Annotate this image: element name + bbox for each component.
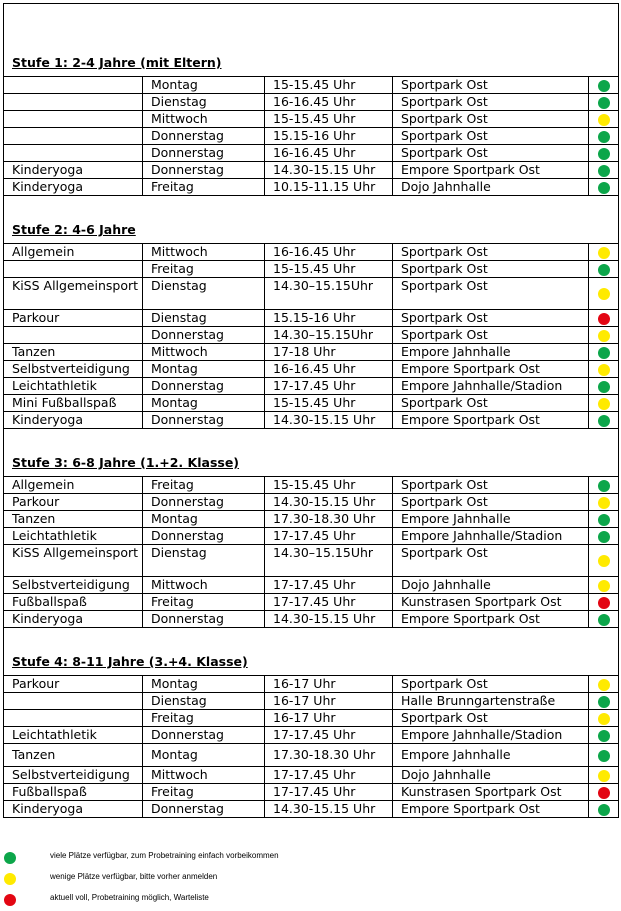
status-dot-icon — [598, 97, 610, 109]
place-cell: Empore Sportpark Ost — [393, 412, 589, 429]
status-cell — [589, 361, 619, 378]
status-cell — [589, 710, 619, 727]
table-row — [4, 477, 619, 494]
activity-cell: Kinderyoga — [4, 801, 143, 818]
day-cell: Donnerstag — [143, 528, 265, 545]
time-cell: 17-17.45 Uhr — [265, 727, 393, 744]
table-row — [4, 727, 619, 744]
status-dot-icon — [598, 787, 610, 799]
time-cell: 17.30-18.30 Uhr — [265, 511, 393, 528]
time-cell: 15-15.45 Uhr — [265, 77, 393, 94]
day-cell: Donnerstag — [143, 327, 265, 344]
legend-text: aktuell voll, Probetraining möglich, Warteliste — [50, 893, 209, 902]
schedule-sheet — [3, 3, 618, 818]
table-row — [4, 361, 619, 378]
activity-cell: Selbstverteidigung — [4, 577, 143, 594]
activity-cell: KiSS Allgemeinsport — [4, 545, 143, 577]
status-cell — [589, 395, 619, 412]
place-cell: Sportpark Ost — [393, 310, 589, 327]
day-cell: Dienstag — [143, 310, 265, 327]
day-cell: Montag — [143, 744, 265, 767]
place-cell: Empore Jahnhalle — [393, 511, 589, 528]
status-dot-icon — [598, 770, 610, 782]
table-row — [4, 545, 619, 577]
time-cell: 15.15-16 Uhr — [265, 128, 393, 145]
table-row — [4, 801, 619, 818]
table-row — [4, 145, 619, 162]
time-cell: 15-15.45 Uhr — [265, 395, 393, 412]
table-row — [4, 412, 619, 429]
place-cell: Empore Jahnhalle — [393, 344, 589, 361]
legend-dot-icon — [4, 894, 16, 906]
status-cell — [589, 179, 619, 196]
activity-cell: Tanzen — [4, 344, 143, 361]
activity-cell — [4, 128, 143, 145]
status-legend — [0, 848, 621, 911]
place-cell: Dojo Jahnhalle — [393, 577, 589, 594]
status-dot-icon — [598, 750, 610, 762]
status-dot-icon — [598, 247, 610, 259]
section-title: Stufe 3: 6-8 Jahre (1.+2. Klasse) — [4, 429, 619, 477]
legend-item — [0, 848, 621, 869]
status-cell — [589, 784, 619, 801]
activity-cell: Allgemein — [4, 244, 143, 261]
day-cell: Mittwoch — [143, 244, 265, 261]
place-cell: Sportpark Ost — [393, 111, 589, 128]
status-cell — [589, 545, 619, 577]
place-cell: Empore Jahnhalle/Stadion — [393, 378, 589, 395]
day-cell: Freitag — [143, 710, 265, 727]
day-cell: Donnerstag — [143, 727, 265, 744]
activity-cell: Parkour — [4, 310, 143, 327]
table-row — [4, 511, 619, 528]
activity-cell: Leichtathletik — [4, 378, 143, 395]
time-cell: 17-17.45 Uhr — [265, 378, 393, 395]
place-cell: Sportpark Ost — [393, 244, 589, 261]
status-cell — [589, 378, 619, 395]
activity-cell: Kinderyoga — [4, 179, 143, 196]
status-dot-icon — [598, 330, 610, 342]
status-dot-icon — [598, 288, 610, 300]
time-cell: 15-15.45 Uhr — [265, 261, 393, 278]
schedule-table — [3, 3, 619, 818]
status-dot-icon — [598, 555, 610, 567]
activity-cell: Leichtathletik — [4, 727, 143, 744]
place-cell: Sportpark Ost — [393, 77, 589, 94]
status-dot-icon — [598, 597, 610, 609]
table-row — [4, 261, 619, 278]
table-row — [4, 244, 619, 261]
status-cell — [589, 767, 619, 784]
place-cell: Sportpark Ost — [393, 94, 589, 111]
time-cell: 14.30–15.15Uhr — [265, 327, 393, 344]
time-cell: 16-17 Uhr — [265, 710, 393, 727]
day-cell: Donnerstag — [143, 162, 265, 179]
day-cell: Montag — [143, 511, 265, 528]
time-cell: 17-17.45 Uhr — [265, 767, 393, 784]
status-dot-icon — [598, 696, 610, 708]
table-row — [4, 77, 619, 94]
activity-cell — [4, 327, 143, 344]
status-cell — [589, 327, 619, 344]
time-cell: 15.15-16 Uhr — [265, 310, 393, 327]
activity-cell: Mini Fußballspaß — [4, 395, 143, 412]
day-cell: Donnerstag — [143, 611, 265, 628]
activity-cell — [4, 111, 143, 128]
status-cell — [589, 244, 619, 261]
activity-cell: Leichtathletik — [4, 528, 143, 545]
place-cell: Sportpark Ost — [393, 327, 589, 344]
status-cell — [589, 261, 619, 278]
activity-cell: Kinderyoga — [4, 412, 143, 429]
table-row — [4, 767, 619, 784]
table-row — [4, 710, 619, 727]
time-cell: 16-16.45 Uhr — [265, 94, 393, 111]
place-cell: Sportpark Ost — [393, 710, 589, 727]
activity-cell — [4, 145, 143, 162]
legend-item — [0, 869, 621, 890]
day-cell: Dienstag — [143, 94, 265, 111]
legend-dot-icon — [4, 852, 16, 864]
place-cell: Empore Jahnhalle — [393, 744, 589, 767]
status-cell — [589, 162, 619, 179]
table-row — [4, 94, 619, 111]
activity-cell: Fußballspaß — [4, 594, 143, 611]
legend-text: viele Plätze verfügbar, zum Probetraining einfach vorbeikommen — [50, 851, 279, 860]
activity-cell — [4, 693, 143, 710]
status-dot-icon — [598, 264, 610, 276]
table-row — [4, 528, 619, 545]
section-header-row — [4, 429, 619, 477]
place-cell: Empore Sportpark Ost — [393, 801, 589, 818]
time-cell: 17-17.45 Uhr — [265, 528, 393, 545]
status-dot-icon — [598, 182, 610, 194]
day-cell: Montag — [143, 395, 265, 412]
activity-cell: Fußballspaß — [4, 784, 143, 801]
status-dot-icon — [598, 580, 610, 592]
status-dot-icon — [598, 148, 610, 160]
table-row — [4, 594, 619, 611]
status-dot-icon — [598, 398, 610, 410]
table-row — [4, 128, 619, 145]
time-cell: 14.30-15.15 Uhr — [265, 611, 393, 628]
day-cell: Montag — [143, 361, 265, 378]
time-cell: 14.30-15.15 Uhr — [265, 494, 393, 511]
table-row — [4, 278, 619, 310]
status-cell — [589, 577, 619, 594]
status-cell — [589, 477, 619, 494]
section-title: Stufe 2: 4-6 Jahre — [4, 196, 619, 244]
status-dot-icon — [598, 415, 610, 427]
activity-cell: Parkour — [4, 676, 143, 693]
place-cell: Sportpark Ost — [393, 261, 589, 278]
place-cell: Sportpark Ost — [393, 545, 589, 577]
status-cell — [589, 494, 619, 511]
time-cell: 14.30-15.15 Uhr — [265, 412, 393, 429]
status-dot-icon — [598, 347, 610, 359]
table-row — [4, 378, 619, 395]
time-cell: 17-17.45 Uhr — [265, 594, 393, 611]
status-cell — [589, 528, 619, 545]
time-cell: 15-15.45 Uhr — [265, 111, 393, 128]
section-title: Stufe 1: 2-4 Jahre (mit Eltern) — [4, 4, 619, 77]
table-row — [4, 111, 619, 128]
day-cell: Donnerstag — [143, 412, 265, 429]
table-row — [4, 676, 619, 693]
section-header-row — [4, 196, 619, 244]
place-cell: Empore Sportpark Ost — [393, 611, 589, 628]
activity-cell — [4, 710, 143, 727]
status-cell — [589, 801, 619, 818]
legend-item — [0, 890, 621, 911]
table-row — [4, 327, 619, 344]
time-cell: 17-17.45 Uhr — [265, 784, 393, 801]
table-row — [4, 494, 619, 511]
activity-cell: Selbstverteidigung — [4, 767, 143, 784]
status-cell — [589, 278, 619, 310]
time-cell: 14.30–15.15Uhr — [265, 278, 393, 310]
time-cell: 16-16.45 Uhr — [265, 361, 393, 378]
place-cell: Sportpark Ost — [393, 395, 589, 412]
day-cell: Donnerstag — [143, 128, 265, 145]
status-cell — [589, 77, 619, 94]
time-cell: 14.30-15.15 Uhr — [265, 162, 393, 179]
time-cell: 10.15-11.15 Uhr — [265, 179, 393, 196]
activity-cell — [4, 77, 143, 94]
activity-cell: KiSS Allgemeinsport — [4, 278, 143, 310]
status-dot-icon — [598, 514, 610, 526]
day-cell: Dienstag — [143, 278, 265, 310]
day-cell: Freitag — [143, 261, 265, 278]
day-cell: Donnerstag — [143, 145, 265, 162]
activity-cell: Selbstverteidigung — [4, 361, 143, 378]
day-cell: Montag — [143, 676, 265, 693]
status-dot-icon — [598, 679, 610, 691]
activity-cell: Kinderyoga — [4, 162, 143, 179]
day-cell: Mittwoch — [143, 111, 265, 128]
table-row — [4, 344, 619, 361]
status-dot-icon — [598, 80, 610, 92]
status-dot-icon — [598, 531, 610, 543]
table-row — [4, 310, 619, 327]
status-dot-icon — [598, 804, 610, 816]
table-row — [4, 784, 619, 801]
status-cell — [589, 611, 619, 628]
status-cell — [589, 676, 619, 693]
time-cell: 17.30-18.30 Uhr — [265, 744, 393, 767]
day-cell: Dienstag — [143, 693, 265, 710]
table-row — [4, 577, 619, 594]
section-header-row — [4, 4, 619, 77]
status-cell — [589, 594, 619, 611]
day-cell: Mittwoch — [143, 344, 265, 361]
activity-cell: Allgemein — [4, 477, 143, 494]
status-cell — [589, 344, 619, 361]
table-row — [4, 693, 619, 710]
status-cell — [589, 744, 619, 767]
section-header-row — [4, 628, 619, 676]
status-dot-icon — [598, 114, 610, 126]
status-cell — [589, 111, 619, 128]
day-cell: Donnerstag — [143, 801, 265, 818]
status-dot-icon — [598, 381, 610, 393]
table-row — [4, 744, 619, 767]
day-cell: Freitag — [143, 784, 265, 801]
time-cell: 15-15.45 Uhr — [265, 477, 393, 494]
table-row — [4, 395, 619, 412]
activity-cell: Tanzen — [4, 744, 143, 767]
status-dot-icon — [598, 165, 610, 177]
place-cell: Sportpark Ost — [393, 278, 589, 310]
activity-cell — [4, 94, 143, 111]
status-dot-icon — [598, 497, 610, 509]
place-cell: Dojo Jahnhalle — [393, 767, 589, 784]
section-title: Stufe 4: 8-11 Jahre (3.+4. Klasse) — [4, 628, 619, 676]
place-cell: Empore Jahnhalle/Stadion — [393, 528, 589, 545]
day-cell: Freitag — [143, 179, 265, 196]
place-cell: Dojo Jahnhalle — [393, 179, 589, 196]
time-cell: 14.30-15.15 Uhr — [265, 801, 393, 818]
status-cell — [589, 511, 619, 528]
activity-cell: Kinderyoga — [4, 611, 143, 628]
status-cell — [589, 94, 619, 111]
place-cell: Empore Sportpark Ost — [393, 162, 589, 179]
place-cell: Kunstrasen Sportpark Ost — [393, 594, 589, 611]
day-cell: Dienstag — [143, 545, 265, 577]
place-cell: Sportpark Ost — [393, 145, 589, 162]
time-cell: 16-16.45 Uhr — [265, 145, 393, 162]
table-row — [4, 611, 619, 628]
time-cell: 16-16.45 Uhr — [265, 244, 393, 261]
day-cell: Donnerstag — [143, 378, 265, 395]
time-cell: 16-17 Uhr — [265, 693, 393, 710]
status-dot-icon — [598, 614, 610, 626]
time-cell: 17-17.45 Uhr — [265, 577, 393, 594]
status-dot-icon — [598, 730, 610, 742]
status-cell — [589, 310, 619, 327]
day-cell: Mittwoch — [143, 767, 265, 784]
time-cell: 14.30–15.15Uhr — [265, 545, 393, 577]
status-cell — [589, 693, 619, 710]
status-dot-icon — [598, 480, 610, 492]
legend-dot-icon — [4, 873, 16, 885]
time-cell: 17-18 Uhr — [265, 344, 393, 361]
status-dot-icon — [598, 713, 610, 725]
status-dot-icon — [598, 313, 610, 325]
place-cell: Halle Brunngartenstraße — [393, 693, 589, 710]
status-cell — [589, 727, 619, 744]
place-cell: Sportpark Ost — [393, 494, 589, 511]
status-cell — [589, 412, 619, 429]
place-cell: Sportpark Ost — [393, 676, 589, 693]
table-row — [4, 179, 619, 196]
activity-cell — [4, 261, 143, 278]
place-cell: Empore Sportpark Ost — [393, 361, 589, 378]
status-dot-icon — [598, 131, 610, 143]
table-row — [4, 162, 619, 179]
day-cell: Mittwoch — [143, 577, 265, 594]
day-cell: Montag — [143, 77, 265, 94]
time-cell: 16-17 Uhr — [265, 676, 393, 693]
place-cell: Sportpark Ost — [393, 477, 589, 494]
day-cell: Donnerstag — [143, 494, 265, 511]
status-dot-icon — [598, 364, 610, 376]
place-cell: Sportpark Ost — [393, 128, 589, 145]
place-cell: Kunstrasen Sportpark Ost — [393, 784, 589, 801]
legend-text: wenige Plätze verfügbar, bitte vorher anmelden — [50, 872, 218, 881]
status-cell — [589, 145, 619, 162]
day-cell: Freitag — [143, 477, 265, 494]
status-cell — [589, 128, 619, 145]
place-cell: Empore Jahnhalle/Stadion — [393, 727, 589, 744]
activity-cell: Tanzen — [4, 511, 143, 528]
day-cell: Freitag — [143, 594, 265, 611]
activity-cell: Parkour — [4, 494, 143, 511]
